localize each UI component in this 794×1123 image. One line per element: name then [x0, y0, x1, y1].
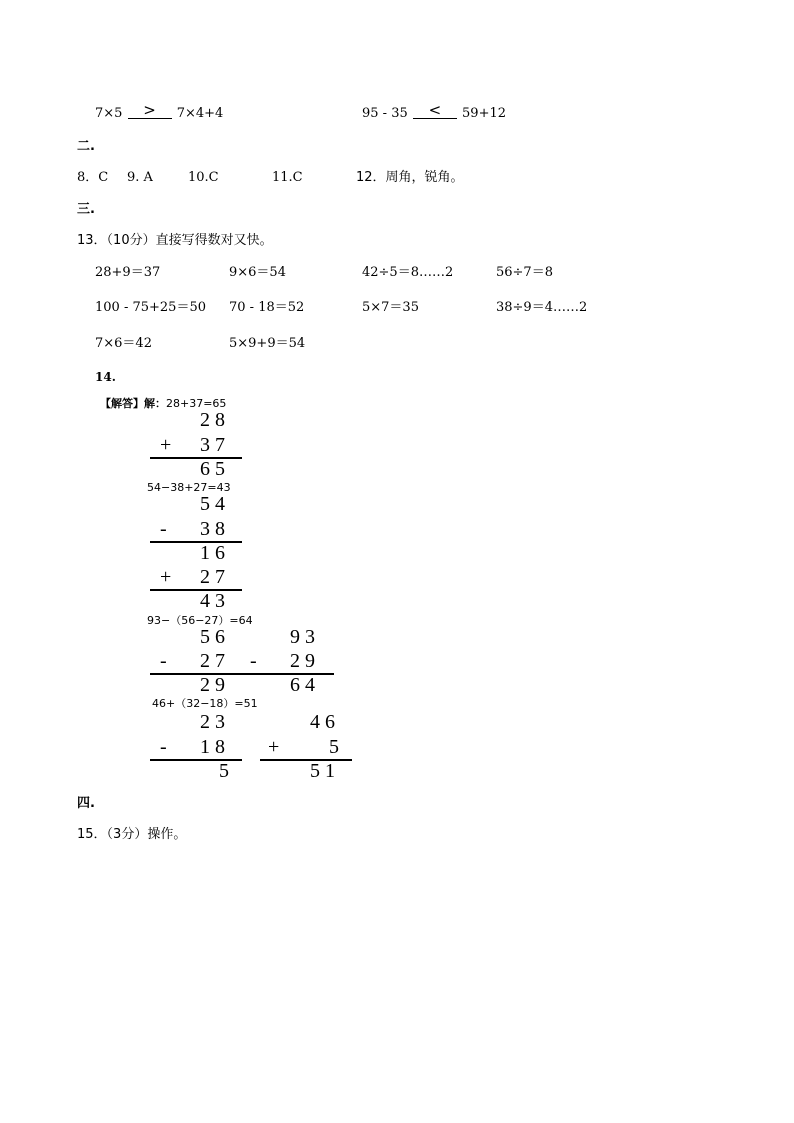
vca-top: 2 8	[200, 409, 225, 431]
answer-10: 10.C	[188, 170, 219, 185]
vcd1-result: 5	[219, 760, 229, 782]
comparison-2-blank	[413, 101, 457, 119]
vcd1-bottom: 1 8	[200, 736, 225, 758]
vcc2-op: -	[250, 650, 257, 672]
vcc1-result: 2 9	[200, 674, 225, 696]
q14-eq1: 28+37=65	[166, 397, 227, 410]
section-4-heading: 四.	[77, 796, 95, 811]
vcb-bottom2: 2 7	[200, 566, 225, 588]
q14-answer-tag: 【解答】解：	[100, 397, 166, 410]
vcd2-result: 5 1	[310, 760, 335, 782]
vcd1-op: -	[160, 736, 167, 758]
vcc2-result: 6 4	[290, 674, 315, 696]
q13-item-2: 9×6＝54	[229, 265, 286, 280]
q13-item-3: 42÷5＝8……2	[362, 265, 454, 280]
q14-eq2: 54−38+27=43	[147, 481, 231, 494]
vca-rule	[150, 457, 242, 459]
q14-eq4: 46+（32−18）=51	[152, 697, 258, 710]
q13-item-4: 56÷7＝8	[496, 265, 553, 280]
vcd2-rule	[260, 759, 352, 761]
vcc2-top: 9 3	[290, 626, 315, 648]
comparison-2-left: 95 - 35	[362, 106, 408, 121]
answer-9: 9. A	[127, 170, 153, 185]
comparison-1-blank	[128, 101, 172, 119]
vcb-op: -	[160, 518, 167, 540]
comparison-1	[95, 101, 224, 121]
q14-answer-line	[100, 398, 226, 409]
vca-bottom: 3 7	[200, 434, 225, 456]
vcc1-top: 5 6	[200, 626, 225, 648]
vcc1-bottom: 2 7	[200, 650, 225, 672]
q15-title: 15．（3分）操作。	[77, 827, 187, 842]
vcb-op2: +	[160, 566, 172, 588]
section-2-heading: 二.	[77, 139, 95, 154]
answer-11: 11.C	[272, 170, 303, 185]
vca-op: +	[160, 434, 172, 456]
vcc2-rule	[242, 673, 334, 675]
answer-12: 12．周角，锐角。	[356, 170, 464, 185]
q13-item-1: 28+9＝37	[95, 265, 161, 280]
q13-item-10: 5×9+9＝54	[229, 336, 306, 351]
comparison-1-left: 7×5	[95, 106, 123, 121]
vcd2-top: 4 6	[310, 711, 335, 733]
comparison-2-right: 59+12	[462, 106, 507, 121]
vcb-rule-2	[150, 589, 242, 591]
comparison-1-right: 7×4+4	[176, 106, 224, 121]
q14-eq3: 93−（56−27）=64	[147, 614, 253, 627]
vcc1-op: -	[160, 650, 167, 672]
comparison-2	[362, 101, 507, 121]
answer-8: 8．C	[77, 170, 109, 185]
q13-item-9: 7×6＝42	[95, 336, 152, 351]
vcb-mid: 1 6	[200, 542, 225, 564]
vcd2-bottom: 5	[329, 736, 339, 758]
q13-item-6: 70 - 18＝52	[229, 300, 305, 315]
q13-title: 13．（10分）直接写得数对又快。	[77, 233, 273, 248]
vcb-bottom: 3 8	[200, 518, 225, 540]
q13-item-8: 38÷9＝4……2	[496, 300, 588, 315]
vcc1-rule	[150, 673, 242, 675]
vcb-top: 5 4	[200, 493, 225, 515]
comparison-1-symbol: >	[143, 101, 156, 119]
vca-result: 6 5	[200, 458, 225, 480]
q13-item-7: 5×7＝35	[362, 300, 419, 315]
q14-label: 14.	[95, 370, 116, 384]
q13-item-5: 100 - 75+25＝50	[95, 300, 206, 315]
vcd1-top: 2 3	[200, 711, 225, 733]
vcc2-bottom: 2 9	[290, 650, 315, 672]
vcb-rule-1	[150, 541, 242, 543]
section-3-heading: 三.	[77, 202, 95, 217]
vcb-result: 4 3	[200, 590, 225, 612]
vcd2-op: +	[268, 736, 280, 758]
comparison-2-symbol: <	[428, 101, 442, 119]
